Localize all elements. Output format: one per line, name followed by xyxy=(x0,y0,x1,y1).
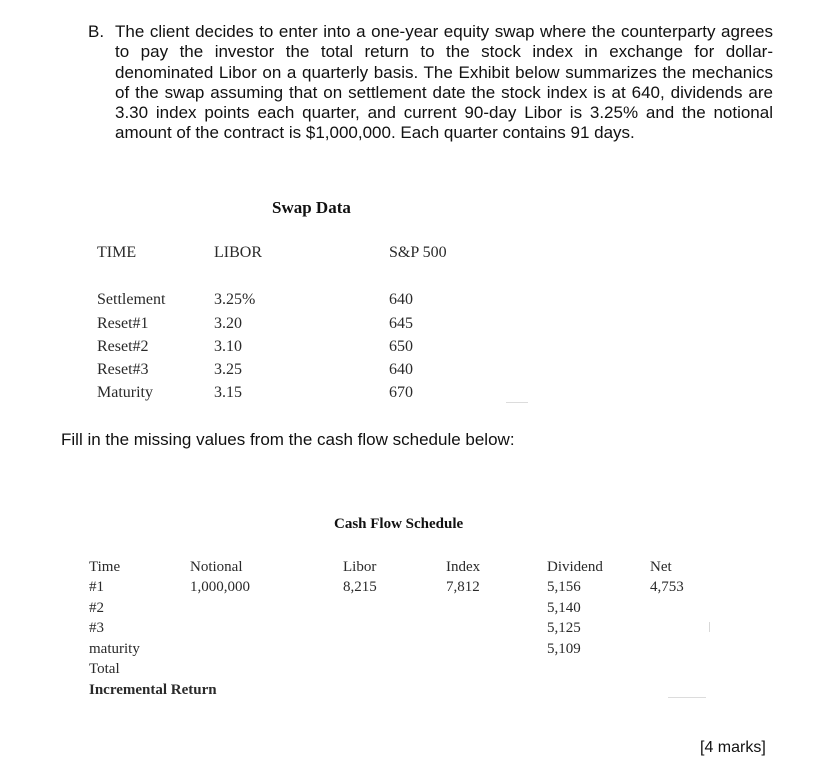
swap-row-libor: 3.10 xyxy=(214,338,242,355)
scan-artifact xyxy=(506,402,528,403)
cf-row-time: #3 xyxy=(89,620,104,636)
scan-artifact xyxy=(668,697,706,698)
cf-row-dividend: 5,156 xyxy=(547,579,581,595)
cf-row-libor: 8,215 xyxy=(343,579,377,595)
cf-row-time: #1 xyxy=(89,579,104,595)
scan-artifact xyxy=(709,622,710,632)
cf-header-index: Index xyxy=(446,559,481,575)
cf-incremental-return: Incremental Return xyxy=(89,682,217,698)
cash-flow-title: Cash Flow Schedule xyxy=(334,516,464,532)
cf-row-notional: 1,000,000 xyxy=(190,579,250,595)
swap-row-sp500: 670 xyxy=(389,384,413,401)
swap-row-libor: 3.25% xyxy=(214,291,256,308)
swap-row-sp500: 640 xyxy=(389,291,413,308)
swap-row-sp500: 645 xyxy=(389,315,413,332)
swap-row-time: Settlement xyxy=(97,291,166,308)
swap-header-sp500: S&P 500 xyxy=(389,244,447,261)
swap-row-time: Maturity xyxy=(97,384,153,401)
question-label: B. xyxy=(88,22,105,41)
cf-row-dividend: 5,109 xyxy=(547,641,581,657)
swap-row-time: Reset#2 xyxy=(97,338,149,355)
swap-row-time: Reset#3 xyxy=(97,361,149,378)
cf-row-dividend: 5,140 xyxy=(547,600,581,616)
swap-header-time: TIME xyxy=(97,244,137,261)
swap-row-sp500: 640 xyxy=(389,361,413,378)
cf-header-dividend: Dividend xyxy=(547,559,603,575)
swap-row-libor: 3.25 xyxy=(214,361,242,378)
swap-header-libor: LIBOR xyxy=(214,244,262,261)
cf-header-notional: Notional xyxy=(190,559,243,575)
instruction-text: Fill in the missing values from the cash flow schedule below: xyxy=(61,430,515,449)
swap-row-libor: 3.15 xyxy=(214,384,242,401)
swap-row-libor: 3.20 xyxy=(214,315,242,332)
cf-header-time: Time xyxy=(89,559,121,575)
question-text: The client decides to enter into a one-year equity swap where the counterparty agrees to pay the investor the total return to the stock index in exchange for dollar-denominated Libor on a quarterly basis. The Exhibit below summarizes the mechanics of the swap assuming that on settlement date the stock index is at 640, dividends are 3.30 index points each quarter, and current 90-day Libor is 3.25% and the notional amount of the contract is $1,000,000. Each quarter contains 91 days. xyxy=(115,22,773,143)
cf-row-index: 7,812 xyxy=(446,579,480,595)
cf-header-libor: Libor xyxy=(343,559,377,575)
marks-label: [4 marks] xyxy=(700,739,766,756)
cf-row-time: #2 xyxy=(89,600,104,616)
swap-data-title: Swap Data xyxy=(272,198,351,217)
cf-row-dividend: 5,125 xyxy=(547,620,581,636)
cf-row-time: maturity xyxy=(89,641,140,657)
swap-row-sp500: 650 xyxy=(389,338,413,355)
cf-row-total: Total xyxy=(89,661,120,677)
swap-row-time: Reset#1 xyxy=(97,315,149,332)
cf-header-net: Net xyxy=(650,559,672,575)
cf-row-net: 4,753 xyxy=(650,579,684,595)
